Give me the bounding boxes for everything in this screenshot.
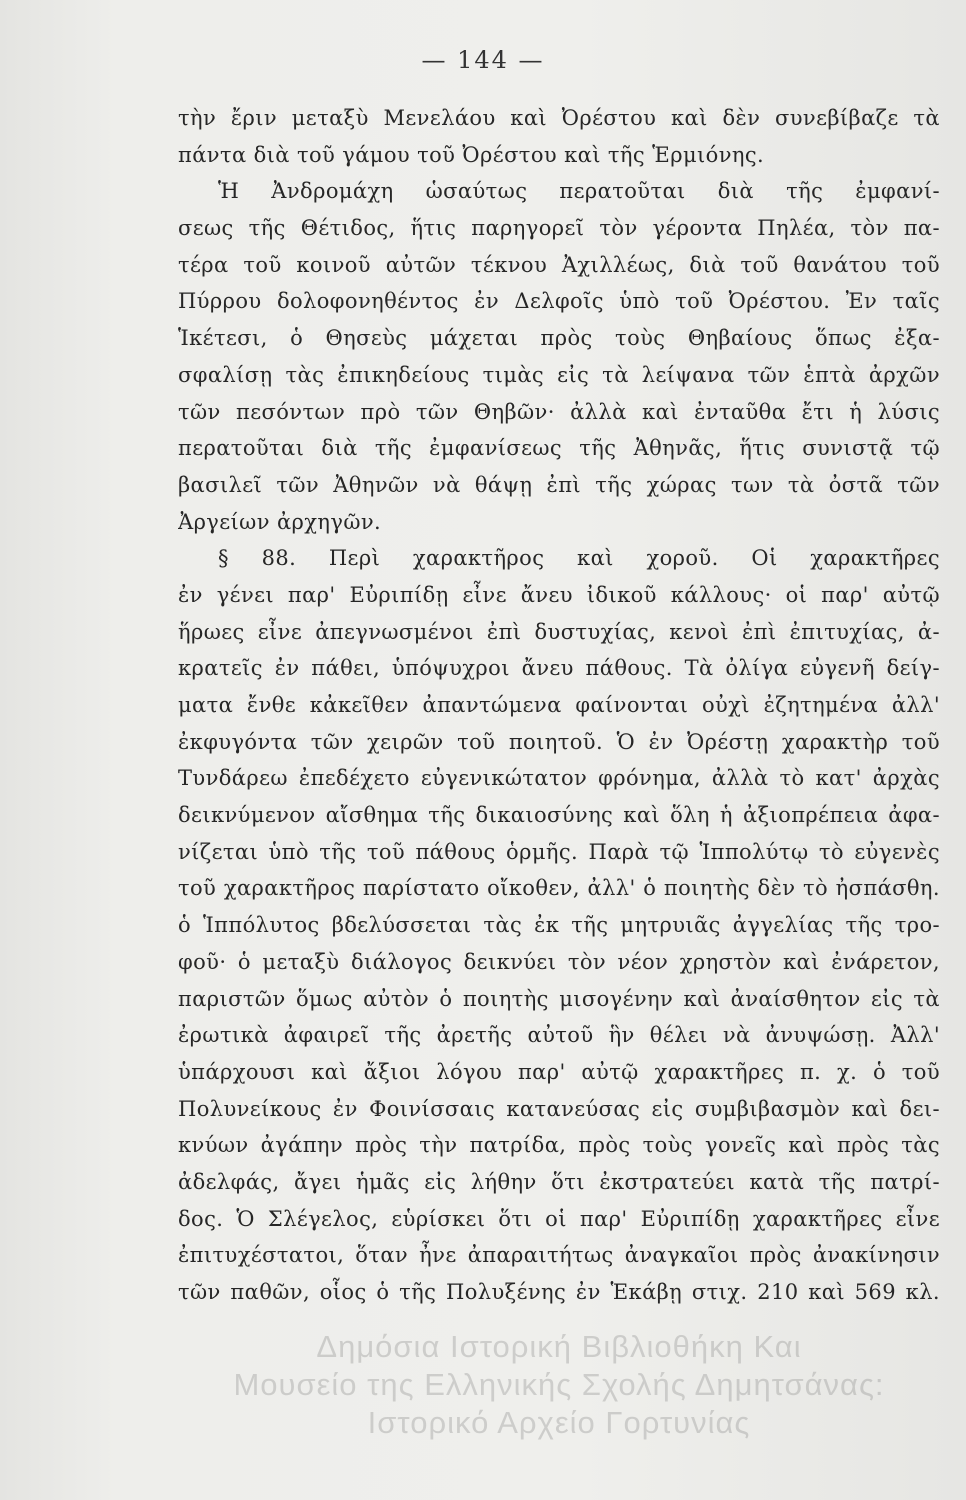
text-line: ἐπιτυχέστατοι, ὅταν ἦνε ἀπαραιτήτως ἀναγκαῖοι πρὸς ἀνακίνησιν [178,1243,940,1268]
text-line: Ἱκέτεσι, ὁ Θησεὺς μάχεται πρὸς τοὺς Θηβαίους ὅπως ἐξα- [178,326,940,351]
text-line: Ἡ Ἀνδρομάχη ὡσαύτως περατοῦται διὰ τῆς ἐμφανί- [218,179,940,204]
text-line: τέρα τοῦ κοινοῦ αὐτῶν τέκνου Ἀχιλλέως, διὰ τοῦ θανάτου τοῦ [178,252,940,277]
text-line: τοῦ χαρακτῆρος παρίστατο οἴκοθεν, ἀλλ' ὁ ποιητὴς δὲν τὸ ἠσπάσθη. [178,876,940,901]
text-line: Τυνδάρεω ἐπεδέχετο εὐγενικώτατον φρόνημα, ἀλλὰ τὸ κατ' ἀρχὰς [178,766,940,791]
text-line: ἐν γένει παρ' Εὐριπίδῃ εἶνε ἄνευ ἰδικοῦ κάλλους· οἱ παρ' αὐτῷ [178,582,940,607]
text-line: Ἀργείων ἀρχηγῶν. [178,509,382,534]
text-line: περατοῦται διὰ τῆς ἐμφανίσεως τῆς Ἀθηνᾶς, ἥτις συνιστᾷ τῷ [178,436,940,461]
text-line: τῶν πεσόντων πρὸ τῶν Θηβῶν· ἀλλὰ καὶ ἐνταῦθα ἔτι ἡ λύσις [178,399,940,424]
text-line: ἐρωτικὰ ἀφαιρεῖ τῆς ἀρετῆς αὐτοῦ ἣν θέλει νὰ ἀνυψώσῃ. Ἀλλ' [178,1023,940,1048]
text-line: κνύων ἀγάπην πρὸς τὴν πατρίδα, πρὸς τοὺς γονεῖς καὶ πρὸς τὰς [178,1133,940,1158]
page-text [178,100,940,1311]
text-line: ἀδελφάς, ἄγει ἡμᾶς εἰς λήθην ὅτι ἐκστρατεύει κατὰ τῆς πατρί- [178,1169,940,1194]
text-line: ματα ἔνθε κἀκεῖθεν ἀπαντώμενα φαίνονται οὐχὶ ἐζητημένα ἀλλ' [178,693,940,717]
text-line: παριστῶν ὅμως αὐτὸν ὁ ποιητὴς μισογένην καὶ ἀναίσθητον εἰς τὰ [178,986,940,1011]
text-line: δος. Ὁ Σλέγελος, εὑρίσκει ὅτι οἱ παρ' Εὐριπίδῃ χαρακτῆρες εἶνε [178,1206,940,1231]
text-line: ὁ Ἱππόλυτος βδελύσσεται τὰς ἐκ τῆς μητρυιᾶς ἀγγελίας τῆς τρο- [178,913,940,938]
page-number: — 144 — [421,46,545,74]
library-watermark [178,1328,940,1442]
text-line: Πολυνείκους ἐν Φοινίσσαις κατανεύσας εἰς συμβιβασμὸν καὶ δει- [178,1096,940,1121]
watermark-line: Μουσείο της Ελληνικής Σχολής Δημητσάνας: [233,1367,885,1402]
text-line: κρατεῖς ἐν πάθει, ὑπόψυχροι ἄνευ πάθους. Τὰ ὀλίγα εὐγενῆ δείγ- [178,656,940,681]
watermark-line: Δημόσια Ιστορική Βιβλιοθήκη Και [316,1329,802,1364]
text-line: δεικνύμενον αἴσθημα τῆς δικαιοσύνης καὶ ὅλη ἡ ἀξιοπρέπεια ἀφα- [178,803,940,828]
text-line: ἥρωες εἶνε ἀπεγνωσμένοι ἐπὶ δυστυχίας, κενοὶ ἐπὶ ἐπιτυχίας, ἀ- [178,619,940,644]
text-line: βασιλεῖ τῶν Ἀθηνῶν νὰ θάψῃ ἐπὶ τῆς χώρας των τὰ ὀστᾶ τῶν [178,472,940,497]
text-line: σεως τῆς Θέτιδος, ἥτις παρηγορεῖ τὸν γέροντα Πηλέα, τὸν πα- [178,216,940,241]
text-line: ὑπάρχουσι καὶ ἄξιοι λόγου παρ' αὐτῷ χαρακτῆρες π. χ. ὁ τοῦ [178,1059,940,1084]
text-line: νίζεται ὑπὸ τῆς τοῦ πάθους ὁρμῆς. Παρὰ τῷ Ἱππολύτῳ τὸ εὐγενὲς [178,839,940,864]
text-line: φοῦ· ὁ μεταξὺ διάλογος δεικνύει τὸν νέον χρηστὸν καὶ ἐνάρετον, [178,949,940,974]
text-line: Πύρρου δολοφονηθέντος ἐν Δελφοῖς ὑπὸ τοῦ Ὀρέστου. Ἐν ταῖς [178,289,940,314]
section-heading-line: § 88. Περὶ χαρακτῆρος καὶ χοροῦ. Οἱ χαρακτῆρες [218,546,940,571]
watermark-line: Ιστορικό Αρχείο Γορτυνίας [367,1405,751,1440]
text-line: σφαλίσῃ τὰς ἐπικηδείους τιμὰς εἰς τὰ λείψανα τῶν ἑπτὰ ἀρχῶν [178,362,940,387]
text-line: ἐκφυγόντα τῶν χειρῶν τοῦ ποιητοῦ. Ὁ ἐν Ὀρέστῃ χαρακτὴρ τοῦ [178,729,940,754]
text-line: τῶν παθῶν, οἷος ὁ τῆς Πολυξένης ἐν Ἑκάβῃ στιχ. 210 καὶ 569 κλ. [178,1280,940,1304]
text-line: τὴν ἔριν μεταξὺ Μενελάου καὶ Ὀρέστου καὶ δὲν συνεβίβαζε τὰ [178,106,940,130]
text-line: πάντα διὰ τοῦ γάμου τοῦ Ὀρέστου καὶ τῆς Ἑρμιόνης. [178,142,765,167]
